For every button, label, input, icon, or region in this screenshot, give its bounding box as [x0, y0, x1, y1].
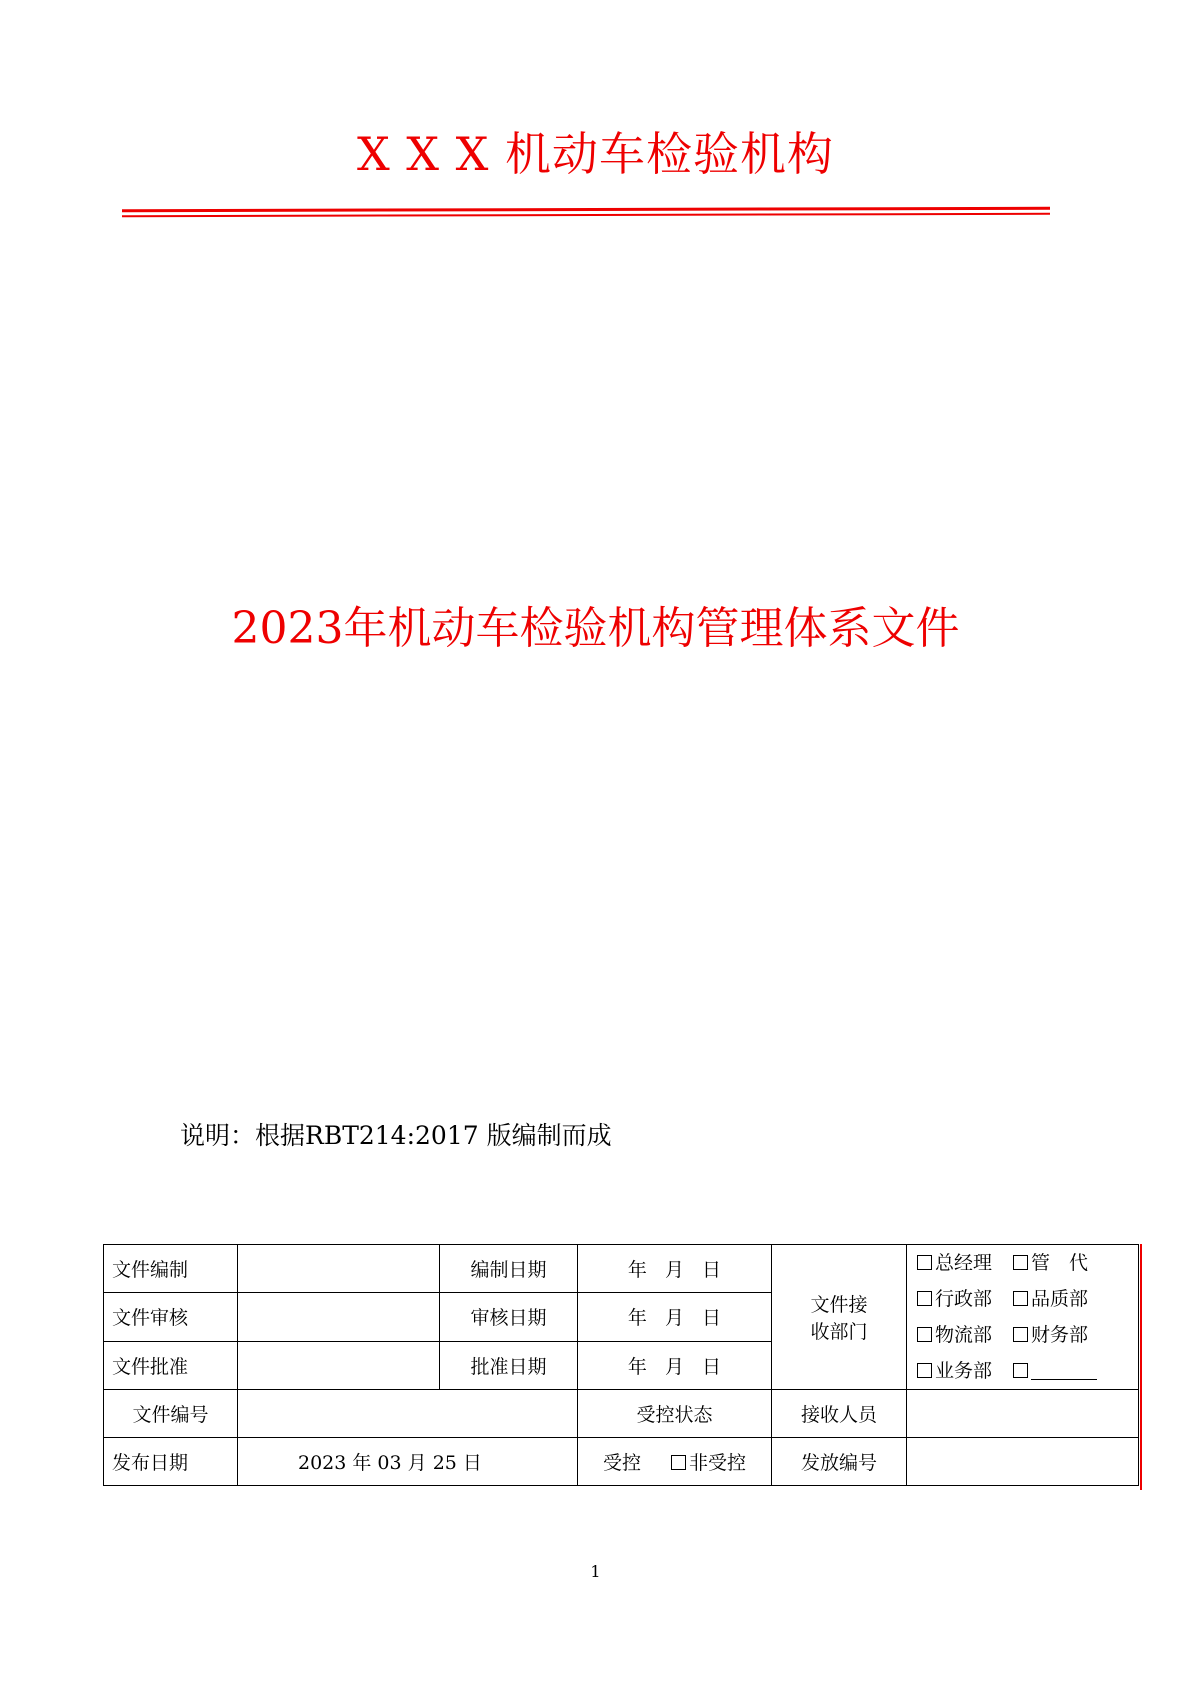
prepared-by-label: 文件编制: [104, 1245, 238, 1293]
approved-by-label: 文件批准: [104, 1341, 238, 1389]
document-note: 说明：根据RBT214:2017 版编制而成: [180, 1121, 612, 1150]
other-dept-blank-field[interactable]: [1031, 1361, 1097, 1380]
table-right-red-mark: [1140, 1244, 1142, 1490]
release-date-label: 发布日期: [104, 1438, 238, 1486]
file-number-label: 文件编号: [104, 1390, 238, 1438]
document-control-table: [103, 1244, 1139, 1486]
prepared-date-field[interactable]: [578, 1245, 772, 1293]
table-row: [104, 1390, 1139, 1438]
dept-option-general-manager[interactable]: [917, 1245, 1013, 1281]
checkbox-icon: [917, 1255, 932, 1270]
control-status-options: [578, 1438, 772, 1486]
dept-label: 物流部: [935, 1324, 993, 1346]
month-label: 月: [664, 1307, 684, 1330]
organization-title: X X X 机动车检验机构: [356, 127, 835, 181]
approval-date-field[interactable]: [578, 1341, 772, 1389]
prepared-date-label: 编制日期: [440, 1245, 578, 1293]
year-label: 年: [627, 1355, 647, 1378]
day-label: 日: [702, 1307, 722, 1330]
review-date-label: 审核日期: [440, 1293, 578, 1341]
month-label: 月: [664, 1355, 684, 1378]
issue-number-field[interactable]: [907, 1438, 1139, 1486]
dept-option-other[interactable]: [1013, 1353, 1109, 1389]
uncontrolled-option[interactable]: [671, 1452, 746, 1474]
dept-option-admin[interactable]: [917, 1281, 1013, 1317]
dept-option-management-rep[interactable]: [1013, 1245, 1109, 1281]
year-label: 年: [627, 1259, 647, 1282]
checkbox-icon: [671, 1455, 686, 1470]
reviewed-by-label: 文件审核: [104, 1293, 238, 1341]
uncontrolled-label: 非受控: [689, 1452, 747, 1474]
issue-number-label: 发放编号: [772, 1438, 907, 1486]
receiver-field[interactable]: [907, 1390, 1139, 1438]
receiving-dept-label-line2: 收部门: [810, 1321, 868, 1343]
receiving-dept-label-line1: 文件接: [810, 1294, 868, 1316]
checkbox-icon: [1013, 1291, 1028, 1306]
document-title: 2023年机动车检验机构管理体系文件: [231, 603, 960, 654]
approved-by-field[interactable]: [238, 1341, 440, 1389]
page-number: 1: [590, 1562, 601, 1581]
checkbox-icon: [917, 1327, 932, 1342]
checkbox-icon: [917, 1363, 932, 1378]
receiver-label: 接收人员: [772, 1390, 907, 1438]
prepared-by-field[interactable]: [238, 1245, 440, 1293]
file-number-field[interactable]: [238, 1390, 578, 1438]
dept-option-business[interactable]: [917, 1353, 1013, 1389]
dept-label: 行政部: [935, 1288, 993, 1310]
day-label: 日: [702, 1259, 722, 1282]
year-label: 年: [627, 1307, 647, 1330]
dept-label: 品质部: [1031, 1288, 1089, 1310]
checkbox-icon: [1013, 1363, 1028, 1378]
dept-label: 管 代: [1031, 1252, 1089, 1274]
approval-date-label: 批准日期: [440, 1341, 578, 1389]
release-date-value: 2023 年 03 月 25 日: [238, 1438, 578, 1486]
table-row: [104, 1245, 1139, 1293]
receiving-dept-label: [772, 1245, 907, 1390]
control-status-label: 受控状态: [578, 1390, 772, 1438]
controlled-option[interactable]: 受控: [602, 1452, 641, 1474]
checkbox-icon: [917, 1291, 932, 1306]
checkbox-icon: [1013, 1327, 1028, 1342]
table-row: [104, 1438, 1139, 1486]
dept-option-quality[interactable]: [1013, 1281, 1109, 1317]
month-label: 月: [664, 1259, 684, 1282]
dept-label: 财务部: [1031, 1324, 1089, 1346]
day-label: 日: [702, 1355, 722, 1378]
dept-label: 总经理: [935, 1252, 993, 1274]
dept-option-logistics[interactable]: [917, 1317, 1013, 1353]
header-red-rule: [122, 208, 1050, 216]
dept-option-finance[interactable]: [1013, 1317, 1109, 1353]
reviewed-by-field[interactable]: [238, 1293, 440, 1341]
dept-label: 业务部: [935, 1360, 993, 1382]
review-date-field[interactable]: [578, 1293, 772, 1341]
department-checkboxes: [907, 1245, 1139, 1390]
checkbox-icon: [1013, 1255, 1028, 1270]
